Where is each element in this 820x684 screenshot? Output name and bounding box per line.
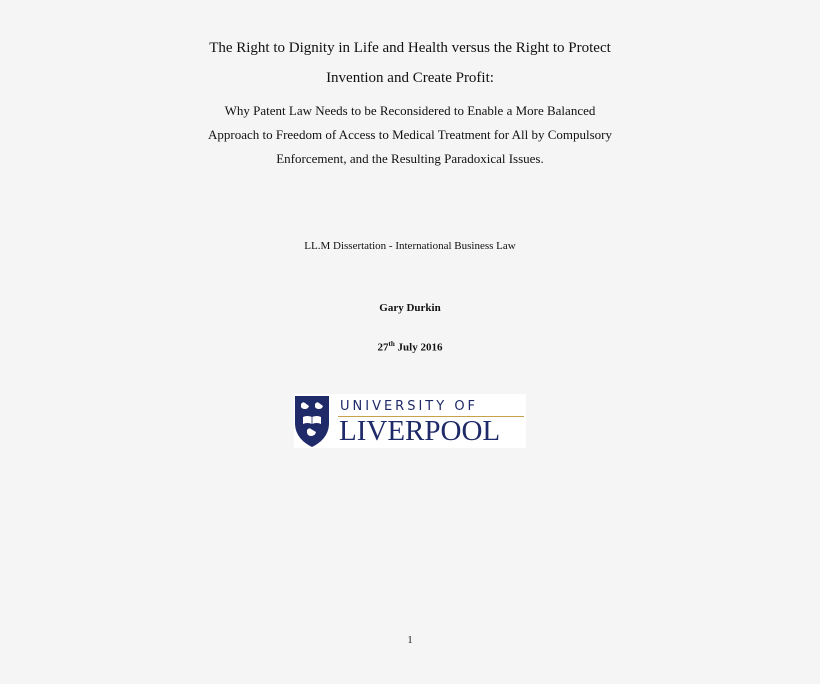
subtitle-line: Approach to Freedom of Access to Medical Treatment for All by Compulsory [207,127,613,142]
university-logo [294,394,526,448]
title-line: Invention and Create Profit: [326,70,494,86]
date-suffix: th [388,340,395,348]
author-name: Gary Durkin [379,302,441,314]
page-number: 1 [407,635,413,646]
document-subtitle [0,99,820,171]
submission-date [0,340,820,354]
logo-line-liverpool: LIVERPOOL [339,415,501,447]
subtitle-line: Enforcement, and the Resulting Paradoxical Issues. [276,151,544,166]
title-line: The Right to Dignity in Life and Health versus the Right to Protect [209,40,611,56]
document-title [0,33,820,93]
logo-line-university-of: UNIVERSITY OF [340,399,479,414]
subtitle-line: Why Patent Law Needs to be Reconsidered to Enable a More Balanced [224,103,596,118]
date-rest: July 2016 [394,341,443,354]
program-label: LL.M Dissertation - International Business Law [304,240,516,252]
date-day: 27 [377,341,389,354]
university-shield-icon [294,395,330,448]
